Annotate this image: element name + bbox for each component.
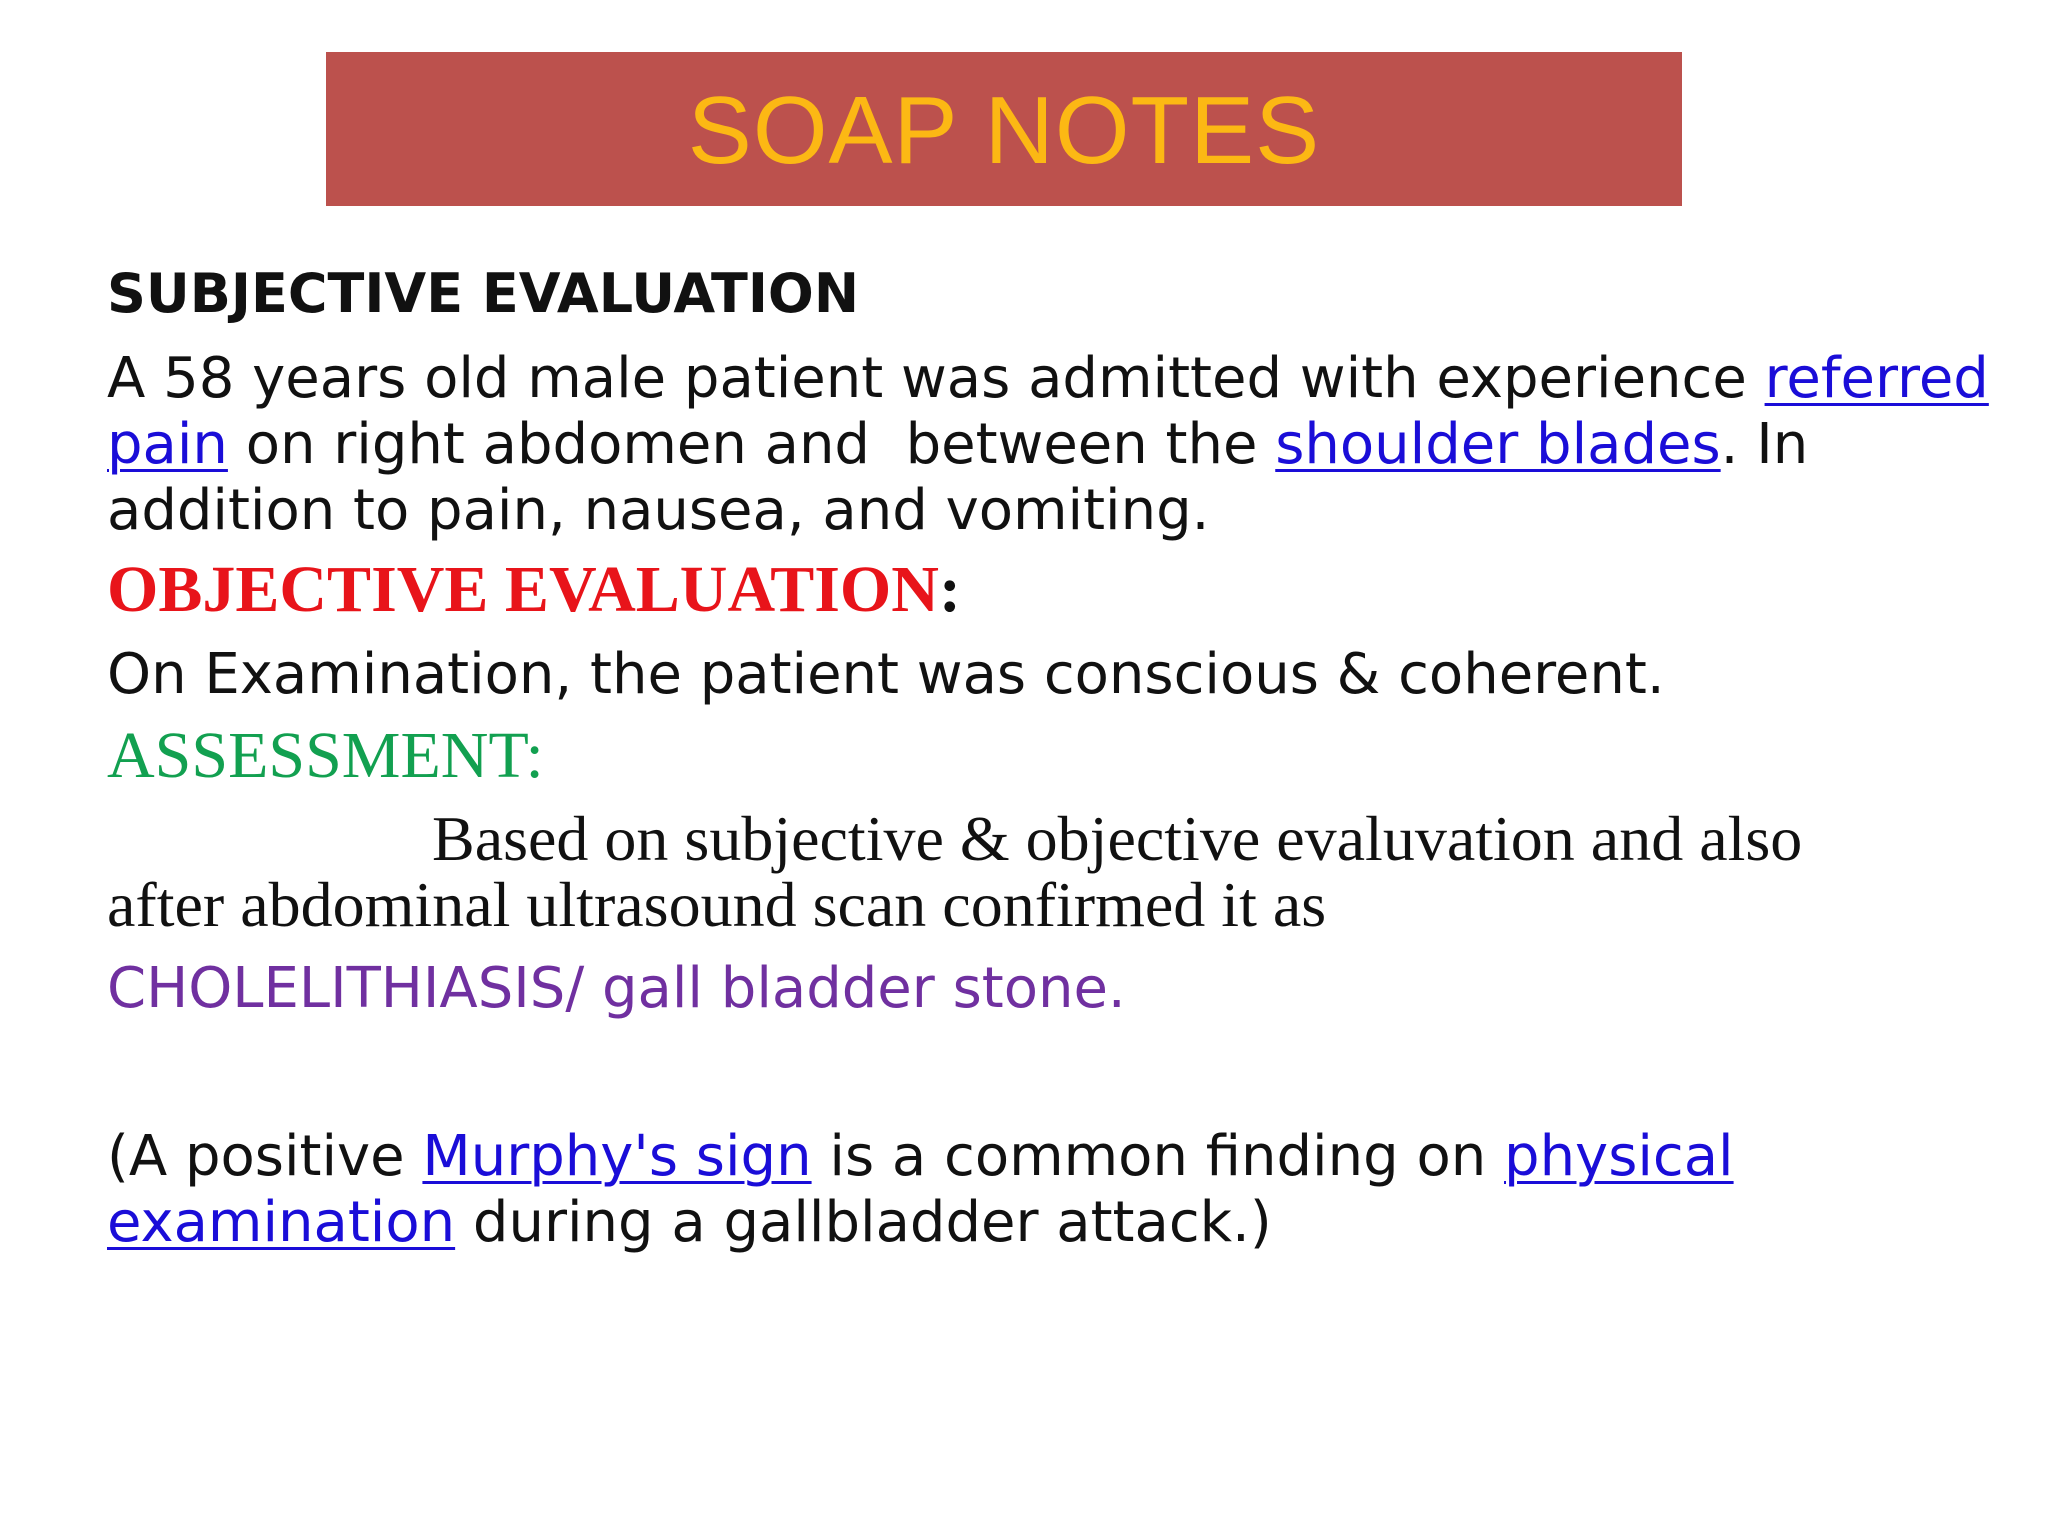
referred-pain-link[interactable]: referred <box>1764 346 1989 411</box>
referred-pain-link-continued[interactable]: pain <box>107 412 228 477</box>
title-banner <box>326 52 1682 206</box>
subjective-line-2 <box>107 412 1808 478</box>
subjective-text-3: . In <box>1720 412 1809 477</box>
note-line-1 <box>107 1124 1734 1190</box>
physical-examination-link[interactable]: physical <box>1504 1124 1734 1189</box>
subjective-line-3: addition to pain, nausea, and vomiting. <box>107 478 1210 543</box>
diagnosis-text: CHOLELITHIASIS/ gall bladder stone. <box>107 956 1126 1021</box>
physical-examination-link-continued[interactable]: examination <box>107 1190 456 1255</box>
assessment-heading: ASSESSMENT: <box>107 719 544 792</box>
note-text-3: during a gallbladder attack.) <box>455 1190 1272 1255</box>
objective-heading-colon: : <box>938 553 961 626</box>
subjective-text-2: on right abdomen and between the <box>227 412 1276 477</box>
note-text-2: is a common finding on <box>811 1124 1505 1189</box>
shoulder-blades-link[interactable]: shoulder blades <box>1275 412 1721 477</box>
subjective-line-1 <box>107 346 1989 412</box>
objective-heading-text: OBJECTIVE EVALUATION <box>107 553 939 626</box>
note-line-2 <box>107 1190 1272 1256</box>
assessment-line-1: Based on subjective & objective evaluvation and also <box>432 803 1803 874</box>
assessment-line-2: after abdominal ultrasound scan confirmed it as <box>107 869 1327 940</box>
objective-text: On Examination, the patient was conscious & coherent. <box>107 642 1665 707</box>
slide-title: SOAP NOTES <box>687 77 1321 184</box>
note-text-1: (A positive <box>107 1124 423 1189</box>
subjective-heading: SUBJECTIVE EVALUATION <box>107 262 860 325</box>
murphys-sign-link[interactable]: Murphy's sign <box>422 1124 812 1189</box>
objective-heading <box>107 552 961 628</box>
subjective-text-1: A 58 years old male patient was admitted with experience <box>107 346 1765 411</box>
